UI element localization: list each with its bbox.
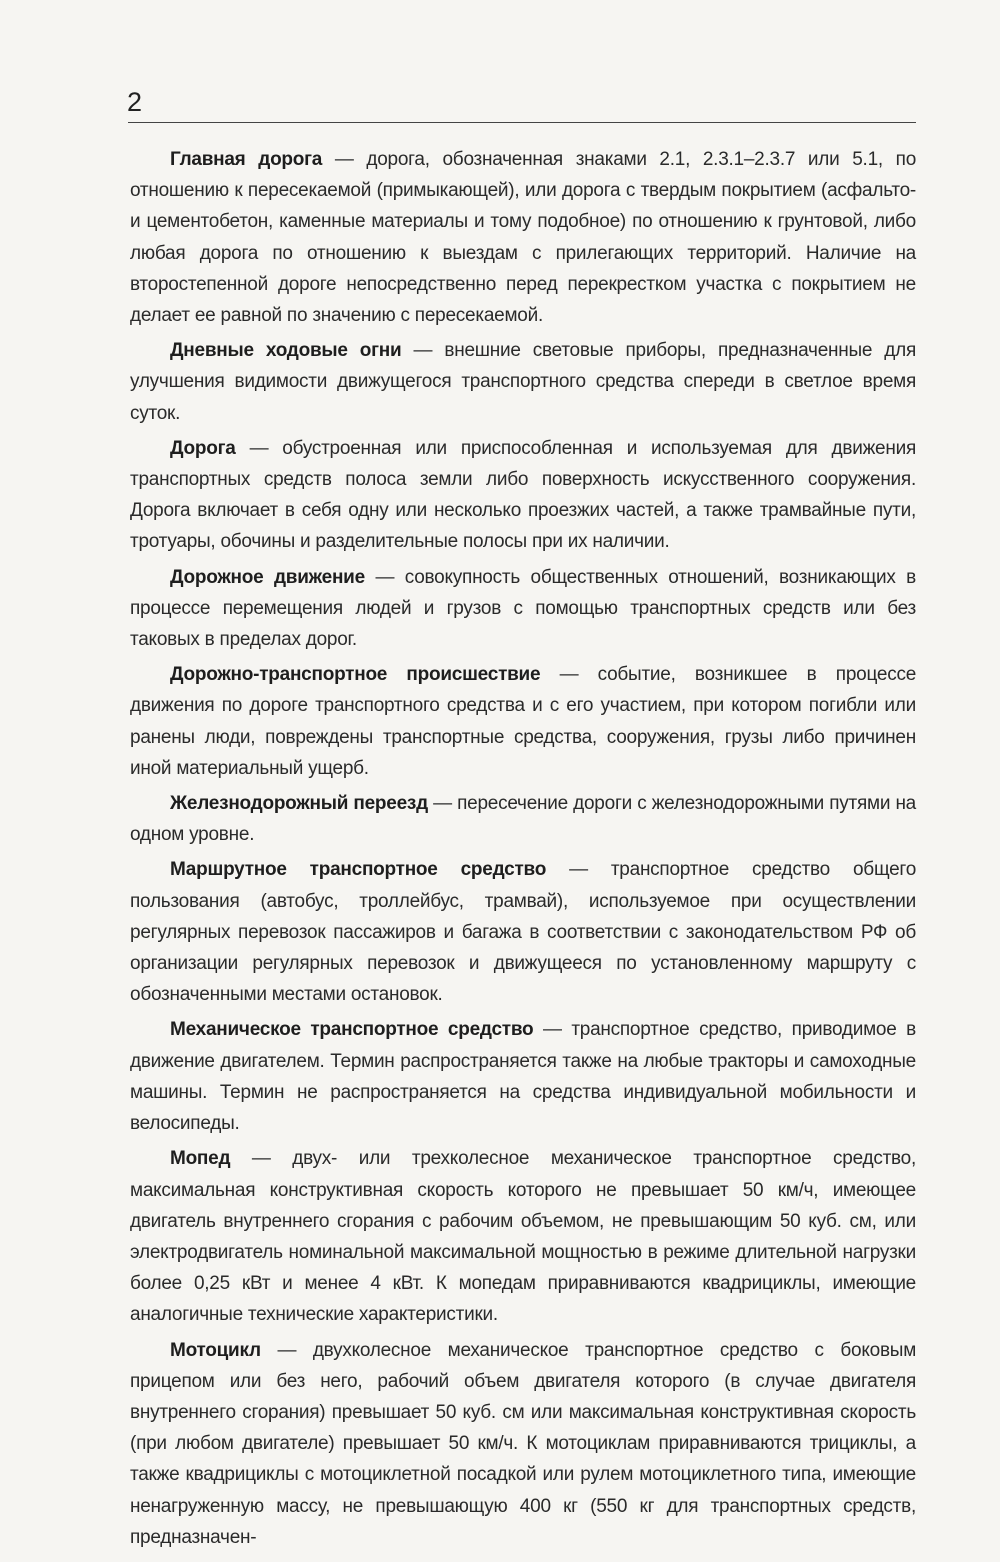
definition-road-accident — [130, 659, 916, 784]
term: Механическое транспортное средство — [170, 1019, 534, 1041]
definitions-list — [130, 144, 916, 1557]
definition: — обустроенная или приспособленная и используемая для движения транспортных средств полоса земли либо поверхность искусственного сооружения. Дорога включает в себя одну или несколько проезжих частей, а также трамвайные пути, тротуары, обочины и разделительные полосы при их наличии. — [130, 437, 916, 553]
definition-daytime-running-lights — [130, 335, 916, 429]
term: Мопед — [170, 1148, 231, 1170]
definition-road-traffic — [130, 562, 916, 656]
term: Маршрутное транспортное средство — [170, 859, 547, 881]
definition: — двухколесное механическое транспортное средство с боковым прицепом или без него, рабочий объем двигателя которого (в случае двигателя внутреннего сгорания) превышает 50 куб. см или максимальная конструктивная скорость (при любом двигателе) превышает 50 км/ч. К мотоциклам приравниваются трициклы, а также квадрициклы с мотоциклетной посадкой или рулем мотоциклетного типа, имеющие ненагруженную массу, не превышающую 400 кг (550 кг для транспортных средств, предназначен- — [130, 1339, 916, 1548]
term: Дневные ходовые огни — [170, 340, 402, 362]
page-number: 2 — [127, 87, 143, 117]
definition: — пересечение дороги с железнодорожными путями на одном уровне. — [130, 793, 916, 846]
definition: — транспортное средство, приводимое в движение двигателем. Термин распространяется также на любые тракторы и самоходные машины. Термин не распространяется на средства индивидуальной мобильности и велосипеды. — [130, 1019, 917, 1135]
definition-road — [130, 433, 916, 558]
term: Железнодорожный переезд — [170, 793, 428, 815]
definition-motorcycle — [130, 1335, 916, 1553]
definition: — событие, возникшее в процессе движения по дороге транспортного средства и с его участием, при котором погибли или ранены люди, повреждены транспортные средства, сооружения, грузы либо причинен иной материальный ущерб. — [130, 664, 917, 779]
term: Мотоцикл — [170, 1339, 261, 1361]
term: Дорога — [170, 437, 236, 459]
term: Дорожно-транспортное происшествие — [170, 664, 541, 686]
definition: — совокупность общественных отношений, возникающих в процессе перемещения людей и грузов с помощью транспортных средств или без таковых в пределах дорог. — [130, 566, 917, 651]
definition-moped — [130, 1143, 916, 1330]
header-rule — [128, 122, 916, 123]
definition: — двух- или трехколесное механическое транспортное средство, максимальная конструктивная скорость которого не превышает 50 км/ч, имеющее двигатель внутреннего сгорания с рабочим объемом, не превышающим 50 куб. см, или электродвигатель номинальной максимальной мощностью в режиме длительной нагрузки более 0,25 кВт и менее 4 кВт. К мопедам приравниваются квадрициклы, имеющие аналогичные технические характеристики. — [130, 1148, 917, 1326]
definition-route-vehicle — [130, 854, 916, 1010]
term: Дорожное движение — [170, 566, 365, 588]
definition-motor-vehicle — [130, 1014, 916, 1139]
definition-main-road — [130, 144, 916, 331]
definition: — дорога, обозначенная знаками 2.1, 2.3.1–2.3.7 или 5.1, по отношению к пересекаемой (примыкающей), или дорога с твердым покрытием (асфальто- и цементобетон, каменные материалы и тому подобное) по отношению к грунтовой, либо любая дорога по отношению к выездам с прилегающих территорий. Наличие на второстепенной дороге непосредственно перед перекрестком участка с покрытием не делает ее равной по значению с пересекаемой. — [130, 149, 917, 327]
definition: — транспортное средство общего пользования (автобус, троллейбус, трамвай), используемое при осуществлении регулярных перевозок пассажиров и багажа в соответствии с законодательством РФ об организации регулярных перевозок и движущееся по установленному маршруту с обозначенными местами остановок. — [130, 859, 917, 1006]
definition-railway-crossing — [130, 788, 916, 850]
term: Главная дорога — [170, 149, 323, 170]
definition: — внешние световые приборы, предназначенные для улучшения видимости движущегося транспортного средства спереди в светлое время суток. — [130, 340, 917, 424]
